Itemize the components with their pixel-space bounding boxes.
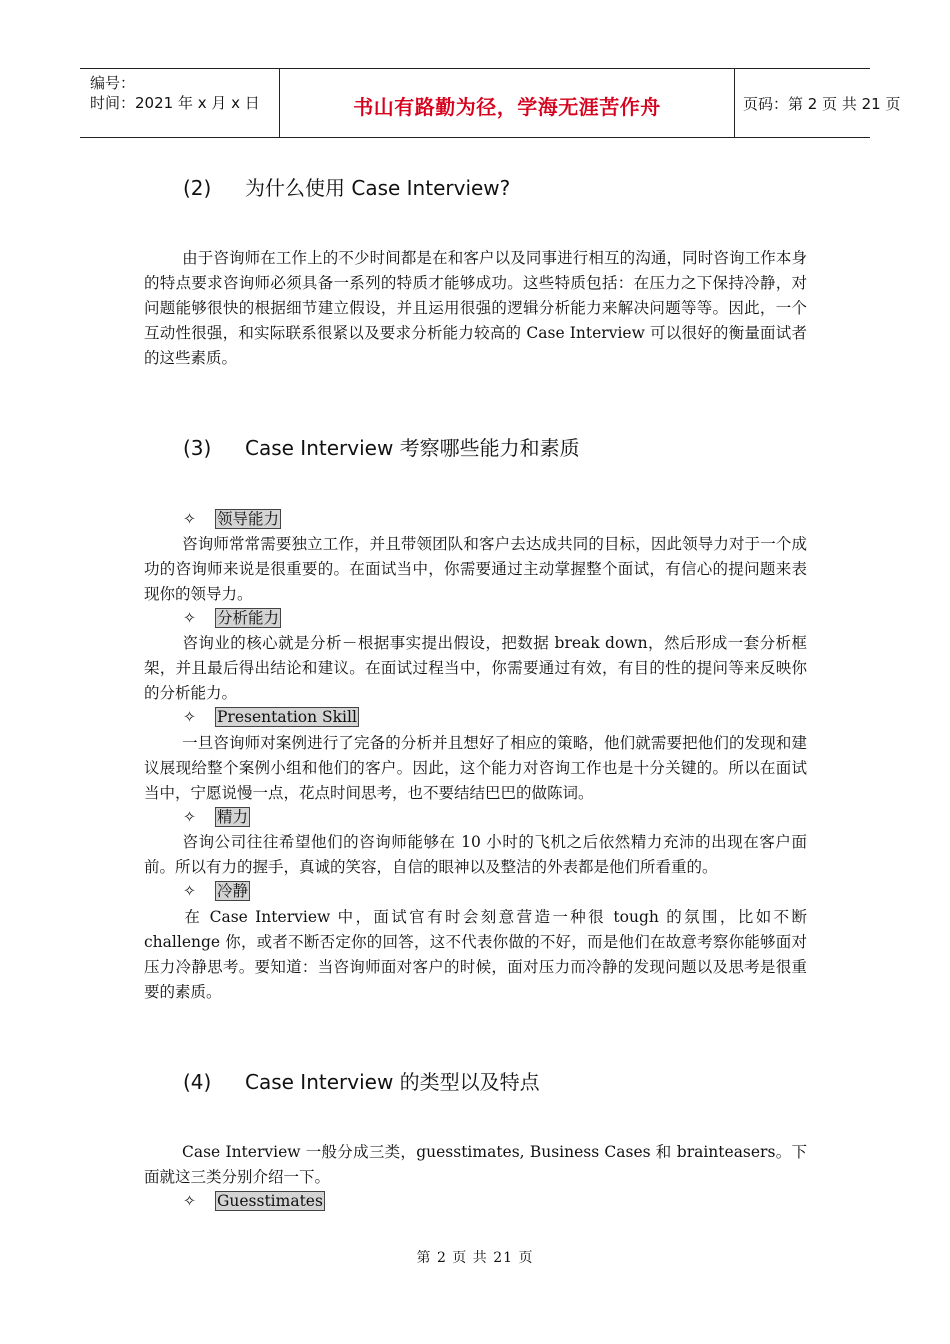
header-page-cell [735,69,901,137]
bullet-item [183,806,250,828]
bullet-label: 冷静 [217,882,249,900]
bullet-item [183,508,281,530]
bullet-paragraph [144,731,807,806]
section-4-paragraph [144,1140,807,1190]
bullet-label: 精力 [217,808,249,826]
page-footer: 第 2 页 共 21 页 [416,1250,534,1266]
bullet-star-icon: ✧ [183,510,196,528]
section-number: (4) [183,1070,212,1094]
section-number: (3) [183,436,212,460]
header-motto-cell [280,69,735,137]
bullet-paragraph [144,631,807,706]
paragraph-text: 咨询业的核心就是分析－根据事实提出假设，把数据 break down，然后形成一套分析框架，并且最后得出结论和建议。在面试过程当中，你需要通过有效，有目的性的提问等来反映你的分析能力。 [144,634,807,702]
page-header [80,68,901,138]
bullet-paragraph [144,905,807,1005]
bullet-star-icon: ✧ [183,1192,196,1210]
bullet-label: 领导能力 [217,510,280,528]
section-2-paragraph [144,246,807,371]
header-page-info: 页码：第 2 页 共 21 页 [743,95,901,113]
section-4-heading [183,1066,540,1095]
document-number-label: 编号： [90,74,136,92]
bullet-label: Presentation Skill [217,708,357,726]
section-title: Case Interview 考察哪些能力和素质 [245,436,580,460]
bullet-label: Guesstimates [217,1192,323,1210]
paragraph-text: Case Interview 一般分成三类，guesstimates, Business Cases 和 brainteasers。下面就这三类分别介绍一下。 [144,1143,807,1186]
section-3-heading [183,432,580,461]
section-title: Case Interview 的类型以及特点 [245,1070,540,1094]
section-number: (2) [183,176,212,200]
bullet-item [183,607,281,629]
header-motto: 书山有路勤为径，学海无涯苦作舟 [353,95,661,119]
bullet-paragraph [144,830,807,880]
paragraph-text: 由于咨询师在工作上的不少时间都是在和客户以及同事进行相互的沟通，同时咨询工作本身的特点要求咨询师必须具备一系列的特质才能够成功。这些特质包括：在压力之下保持冷静，对问题能够很快的根据细节建立假设，并且运用很强的逻辑分析能力来解决问题等等。因此，一个互动性很强，和实际联系很紧以及要求分析能力较高的 Case Interview 可以很好的衡量面试者的这些素质。 [144,249,807,367]
bullet-label: 分析能力 [217,609,280,627]
bullet-paragraph [144,532,807,607]
bullet-item [183,880,250,902]
document-time-label: 时间：2021 年 x 月 x 日 [90,94,260,112]
bullet-item [183,706,359,728]
header-meta-cell [80,69,280,137]
bullet-item [183,1190,325,1212]
section-title: 为什么使用 Case Interview? [245,176,511,200]
paragraph-text: 咨询师常常需要独立工作，并且带领团队和客户去达成共同的目标，因此领导力对于一个成功的咨询师来说是很重要的。在面试当中，你需要通过主动掌握整个面试，有信心的提问题来表现你的领导力。 [144,535,807,603]
bullet-star-icon: ✧ [183,882,196,900]
bullet-star-icon: ✧ [183,808,196,826]
paragraph-text: 咨询公司往往希望他们的咨询师能够在 10 小时的飞机之后依然精力充沛的出现在客户面前。所以有力的握手，真诚的笑容，自信的眼神以及整洁的外表都是他们所看重的。 [144,833,807,876]
bullet-star-icon: ✧ [183,609,196,627]
paragraph-text: 一旦咨询师对案例进行了完备的分析并且想好了相应的策略，他们就需要把他们的发现和建议展现给整个案例小组和他们的客户。因此，这个能力对咨询工作也是十分关键的。所以在面试当中，宁愿说慢一点，花点时间思考，也不要结结巴巴的做陈词。 [144,734,807,802]
paragraph-text: 在 Case Interview 中，面试官有时会刻意营造一种很 tough 的氛围，比如不断 challenge 你，或者不断否定你的回答，这不代表你做的不好，而是他们在故意考察你能够面对压力冷静思考。要知道：当咨询师面对客户的时候，面对压力而冷静的发现问题以及思考是很重要的素质。 [144,908,807,1001]
bullet-star-icon: ✧ [183,708,196,726]
section-2-heading [183,172,510,201]
